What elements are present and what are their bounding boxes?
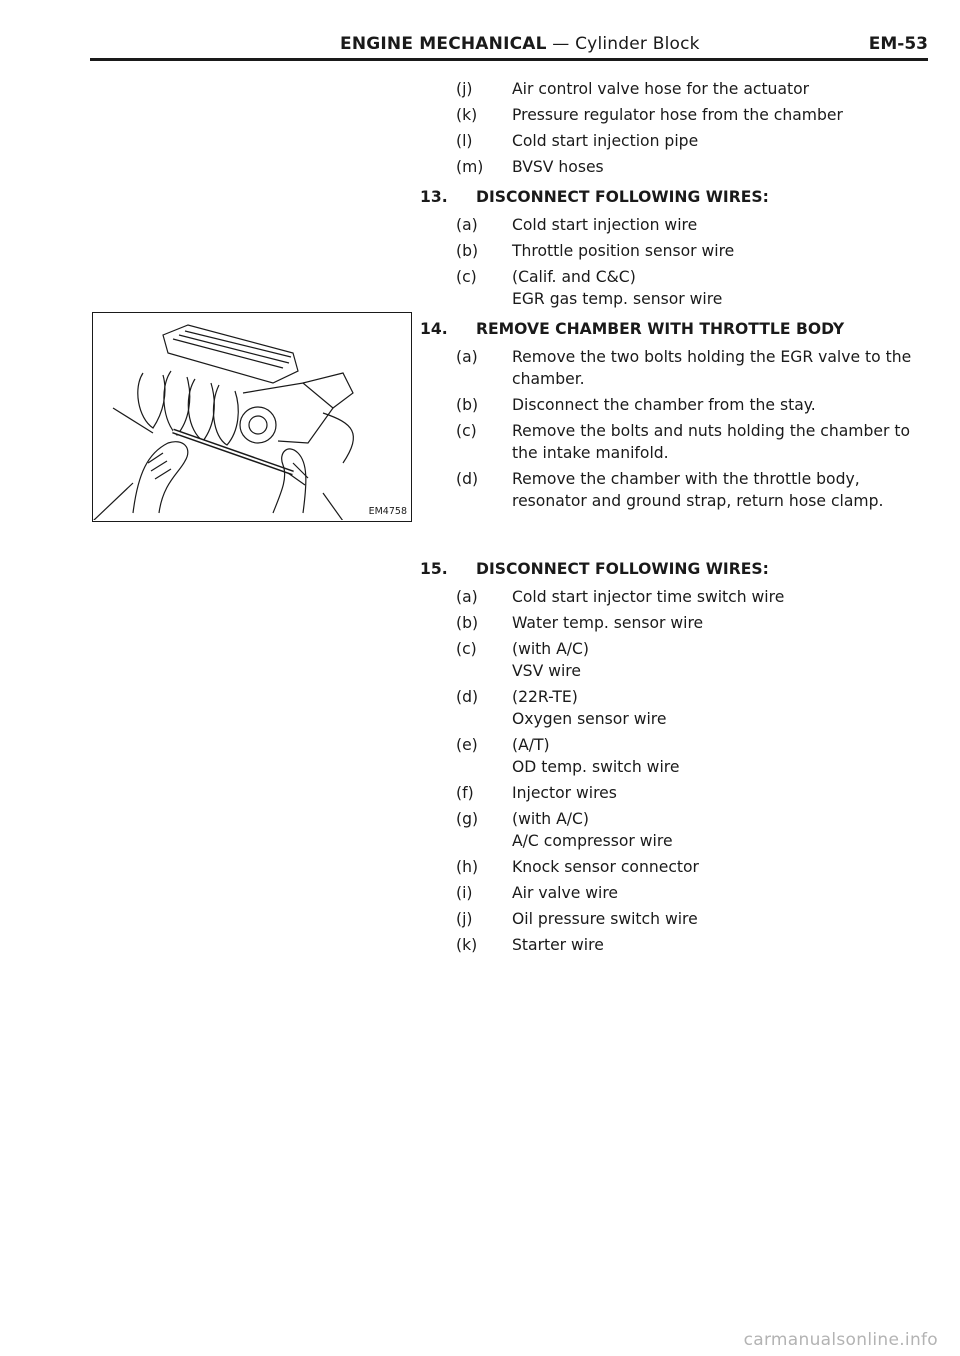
list-item: (d) (22R-TE) Oxygen sensor wire <box>456 688 667 728</box>
header-section: ENGINE MECHANICAL <box>340 34 547 54</box>
list-item: (i) Air valve wire <box>456 884 619 902</box>
list-item: (c) (with A/C) VSV wire <box>456 640 590 680</box>
list-item: (l) Cold start injection pipe <box>456 132 699 150</box>
list-item: (a) Cold start injection wire <box>456 216 698 234</box>
header-title <box>340 34 700 54</box>
list-item: (f) Injector wires <box>456 784 617 802</box>
list-item: (b) Disconnect the chamber from the stay. <box>456 396 816 414</box>
engine-illustration-icon <box>93 313 411 520</box>
list-item: (e) (A/T) OD temp. switch wire <box>456 736 680 776</box>
header-rule <box>90 58 928 61</box>
list-item: (a) Remove the two bolts holding the EGR valve to the chamber. <box>456 348 912 388</box>
top-items <box>420 78 930 178</box>
figure-code: EM4758 <box>368 506 407 517</box>
list-item: (j) Oil pressure switch wire <box>456 910 698 928</box>
header-separator: — <box>546 34 576 54</box>
page-header <box>90 34 928 62</box>
list-item: (k) Starter wire <box>456 936 604 954</box>
list-item: (b) Water temp. sensor wire <box>456 614 704 632</box>
step-14-heading: 14. REMOVE CHAMBER WITH THROTTLE BODY <box>420 320 845 338</box>
list-item: (g) (with A/C) A/C compressor wire <box>456 810 673 850</box>
header-subsection: Cylinder Block <box>575 34 700 54</box>
step-13-heading: 13. DISCONNECT FOLLOWING WIRES: <box>420 188 769 206</box>
list-item: (d) Remove the chamber with the throttle body, resonator and ground strap, return hose clamp. <box>456 470 884 510</box>
procedure-content <box>420 78 930 960</box>
watermark: carmanualsonline.info <box>743 1330 938 1350</box>
list-item: (j) Air control valve hose for the actuator <box>456 80 810 98</box>
list-item: (m) BVSV hoses <box>456 158 604 176</box>
page-number: EM-53 <box>868 34 928 54</box>
list-item: (h) Knock sensor connector <box>456 858 699 876</box>
list-item: (a) Cold start injector time switch wire <box>456 588 785 606</box>
engine-figure <box>92 312 412 522</box>
step-15-heading: 15. DISCONNECT FOLLOWING WIRES: <box>420 560 769 578</box>
list-item: (c) Remove the bolts and nuts holding the chamber to the intake manifold. <box>456 422 910 462</box>
list-item: (k) Pressure regulator hose from the chamber <box>456 106 843 124</box>
list-item: (c) (Calif. and C&C) EGR gas temp. sensor wire <box>456 268 723 308</box>
list-item: (b) Throttle position sensor wire <box>456 242 735 260</box>
